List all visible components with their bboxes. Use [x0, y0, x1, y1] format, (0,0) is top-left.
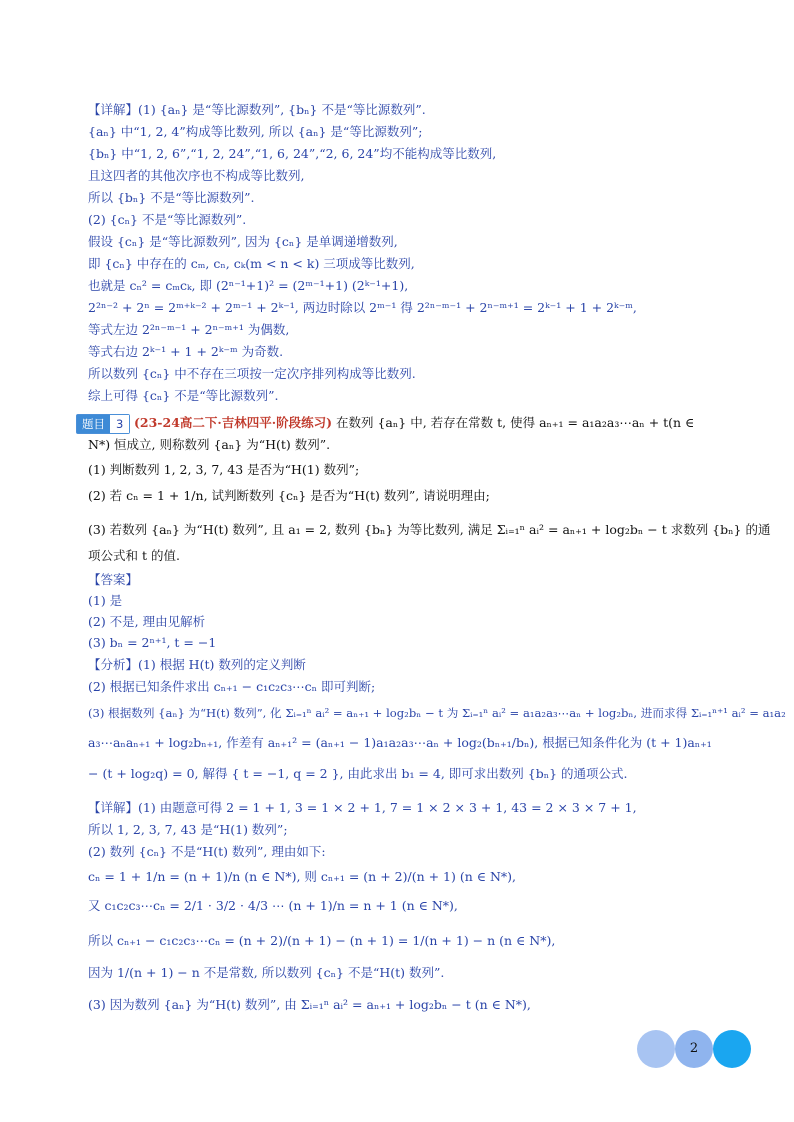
page-indicator-dot-right	[713, 1030, 751, 1068]
detail1-line-3: {bₙ} 中“1, 2, 6”,“1, 2, 24”,“1, 6, 24”,“2, 6, 24”均不能构成等比数列,	[88, 146, 497, 161]
answer-line-3: (3) bₙ = 2ⁿ⁺¹, t = −1	[88, 635, 217, 650]
detail1-line-8: 即 {cₙ} 中存在的 cₘ, cₙ, cₖ(m < n < k) 三项成等比数列,	[88, 256, 415, 271]
page-indicator	[637, 1028, 752, 1068]
detail1-tag: 【详解】	[88, 102, 139, 117]
analysis-line-5: − (t + log₂q) = 0, 解得 { t = −1, q = 2 }, 由此求出 b₁ = 4, 即可求出数列 {bₙ} 的通项公式.	[88, 766, 628, 781]
detail2-line-2: 所以 1, 2, 3, 7, 43 是“H(1) 数列”;	[88, 822, 288, 837]
problem-badge	[76, 414, 130, 434]
detail1-line-10: 2²ⁿ⁻² + 2ⁿ = 2ᵐ⁺ᵏ⁻² + 2ᵐ⁻¹ + 2ᵏ⁻¹, 两边时除以 2ᵐ⁻¹ 得 2²ⁿ⁻ᵐ⁻¹ + 2ⁿ⁻ᵐ⁺¹ = 2ᵏ⁻¹ + 1 + 2ᵏ⁻ᵐ,	[88, 300, 637, 315]
answer-line-1: (1) 是	[88, 593, 123, 608]
detail1-line-6: (2) {cₙ} 不是“等比源数列”.	[88, 212, 247, 227]
detail2-line-3: (2) 数列 {cₙ} 不是“H(t) 数列”, 理由如下:	[88, 844, 326, 859]
problem3-question-3-line-2: 项公式和 t 的值.	[88, 548, 180, 563]
analysis-line-4: a₃⋯aₙaₙ₊₁ + log₂bₙ₊₁, 作差有 aₙ₊₁² = (aₙ₊₁ − 1)a₁a₂a₃⋯aₙ + log₂(bₙ₊₁/bₙ), 根据已知条件化为 (t + 1)aₙ₊₁	[88, 735, 712, 750]
detail1-line-1: 【详解】(1) {aₙ} 是“等比源数列”, {bₙ} 不是“等比源数列”.	[88, 102, 426, 117]
problem3-question-2: (2) 若 cₙ = 1 + 1/n, 试判断数列 {cₙ} 是否为“H(t) 数列”, 请说明理由;	[88, 488, 490, 503]
detail1-line-11: 等式左边 2²ⁿ⁻ᵐ⁻¹ + 2ⁿ⁻ᵐ⁺¹ 为偶数,	[88, 322, 290, 337]
analysis-line-3: (3) 根据数列 {aₙ} 为“H(t) 数列”, 化 Σᵢ₌₁ⁿ aᵢ² = aₙ₊₁ + log₂bₙ − t 为 Σᵢ₌₁ⁿ aᵢ² = a₁a₂a₃⋯aₙ + log₂bₙ, 进而求得 Σᵢ₌₁ⁿ⁺¹ aᵢ² = a₁a₂	[88, 706, 786, 720]
detail2-line-6: 所以 cₙ₊₁ − c₁c₂c₃⋯cₙ = (n + 2)/(n + 1) − (n + 1) = 1/(n + 1) − n (n ∈ N*),	[88, 933, 556, 948]
detail2-line-4: cₙ = 1 + 1/n = (n + 1)/n (n ∈ N*), 则 cₙ₊₁ = (n + 2)/(n + 1) (n ∈ N*),	[88, 869, 517, 884]
problem3-question-3-line-1: (3) 若数列 {aₙ} 为“H(t) 数列”, 且 a₁ = 2, 数列 {bₙ} 为等比数列, 满足 Σᵢ₌₁ⁿ aᵢ² = aₙ₊₁ + log₂bₙ − t 求数列 {bₙ} 的通	[88, 522, 771, 537]
problem3-stem-line-2: N*) 恒成立, 则称数列 {aₙ} 为“H(t) 数列”.	[88, 437, 331, 452]
analysis-line-2: (2) 根据已知条件求出 cₙ₊₁ − c₁c₂c₃⋯cₙ 即可判断;	[88, 679, 376, 694]
problem-badge-label: 题目	[77, 415, 110, 433]
detail2-line-1: 【详解】(1) 由题意可得 2 = 1 + 1, 3 = 1 × 2 + 1, 7 = 1 × 2 × 3 + 1, 43 = 2 × 3 × 7 + 1,	[88, 800, 637, 815]
problem3-source: (23-24高二下·吉林四平·阶段练习)	[134, 415, 333, 430]
page-number: 2	[689, 1041, 699, 1056]
detail1-line-13: 所以数列 {cₙ} 中不存在三项按一定次序排列构成等比数列.	[88, 366, 416, 381]
detail2-line-7: 因为 1/(n + 1) − n 不是常数, 所以数列 {cₙ} 不是“H(t) 数列”.	[88, 965, 445, 980]
page-indicator-dot-left	[637, 1030, 675, 1068]
detail1-line-2: {aₙ} 中“1, 2, 4”构成等比数列, 所以 {aₙ} 是“等比源数列”;	[88, 124, 423, 139]
detail1-line-5: 所以 {bₙ} 不是“等比源数列”.	[88, 190, 255, 205]
analysis-line-1: 【分析】(1) 根据 H(t) 数列的定义判断	[88, 657, 306, 672]
problem3-stem-line-1: (23-24高二下·吉林四平·阶段练习) 在数列 {aₙ} 中, 若存在常数 t, 使得 aₙ₊₁ = a₁a₂a₃⋯aₙ + t(n ∈	[134, 415, 695, 430]
detail2-line-8: (3) 因为数列 {aₙ} 为“H(t) 数列”, 由 Σᵢ₌₁ⁿ aᵢ² = aₙ₊₁ + log₂bₙ − t (n ∈ N*),	[88, 997, 531, 1012]
detail1-line-14: 综上可得 {cₙ} 不是“等比源数列”.	[88, 388, 279, 403]
detail1-line-7: 假设 {cₙ} 是“等比源数列”, 因为 {cₙ} 是单调递增数列,	[88, 234, 398, 249]
analysis-tag: 【分析】	[88, 657, 139, 672]
problem3-question-1: (1) 判断数列 1, 2, 3, 7, 43 是否为“H(1) 数列”;	[88, 462, 360, 477]
detail1-line-9: 也就是 cₙ² = cₘcₖ, 即 (2ⁿ⁻¹+1)² = (2ᵐ⁻¹+1) (2ᵏ⁻¹+1),	[88, 278, 409, 293]
detail1-line-4: 且这四者的其他次序也不构成等比数列,	[88, 168, 305, 183]
detail2-line-5: 又 c₁c₂c₃⋯cₙ = 2/1 · 3/2 · 4/3 ⋯ (n + 1)/n = n + 1 (n ∈ N*),	[88, 898, 458, 913]
problem-badge-number: 3	[110, 415, 129, 433]
answer-tag: 【答案】	[88, 572, 139, 587]
detail1-line-12: 等式右边 2ᵏ⁻¹ + 1 + 2ᵏ⁻ᵐ 为奇数.	[88, 344, 284, 359]
detail2-tag: 【详解】	[88, 800, 139, 815]
answer-line-2: (2) 不是, 理由见解析	[88, 614, 206, 629]
